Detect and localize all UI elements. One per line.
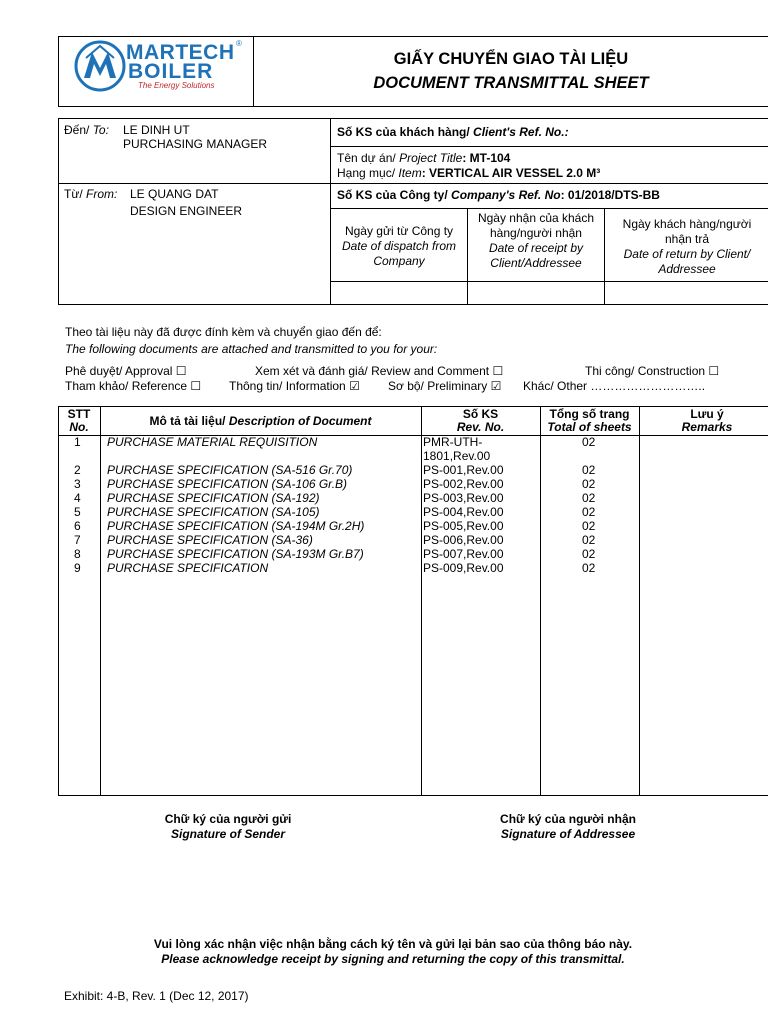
address-line-1 (330, 146, 768, 147)
from-name: LE QUANG DAT (130, 187, 219, 201)
acknowledge-vn: Vui lòng xác nhận việc nhận bằng cách ký tên và gửi lại bản sao của thông báo này. (153, 937, 633, 951)
project-title: Tên dự án/ Project Title: MT-104 (337, 151, 511, 165)
address-line-3 (330, 208, 768, 209)
exhibit-note: Exhibit: 4-B, Rev. 1 (Dec 12, 2017) (64, 989, 249, 1003)
purpose-information[interactable]: Thông tin/ Information ☑ (229, 379, 360, 393)
title-en: DOCUMENT TRANSMITTAL SHEET (373, 74, 649, 92)
purpose-reference[interactable]: Tham khảo/ Reference ☐ (65, 379, 202, 393)
intro-en: The following documents are attached and transmitted to you for your: (65, 342, 438, 356)
company-ref: Số KS của Công ty/ Company's Ref. No: 01/2018/DTS-BB (337, 188, 660, 202)
header-sheets: Tổng số trang Total of sheets (547, 407, 632, 434)
logo-tagline: The Energy Solutions (138, 81, 215, 90)
acknowledge-en: Please acknowledge receipt by signing and returning the copy of this transmittal. (161, 952, 625, 966)
addressee-signature: Chữ ký của người nhận Signature of Addressee (500, 812, 636, 841)
intro-vn: Theo tài liệu này đã được đính kèm và chuyển giao đến để: (65, 325, 382, 339)
project-item: Hạng mục/ Item: VERTICAL AIR VESSEL 2.0 M³ (337, 166, 601, 180)
purpose-preliminary[interactable]: Sơ bộ/ Preliminary ☑ (388, 379, 502, 393)
dispatch-date-label: Ngày gửi từ Công ty Date of dispatch from Company (341, 224, 457, 268)
purpose-approval[interactable]: Phê duyệt/ Approval ☐ (65, 364, 187, 378)
logo-emblem-icon (72, 40, 128, 92)
from-position: DESIGN ENGINEER (130, 204, 243, 218)
logo-line2: BOILER (128, 60, 214, 83)
receipt-date-input[interactable] (468, 282, 603, 304)
title-vn: GIẤY CHUYỂN GIAO TÀI LIỆU (393, 50, 629, 68)
address-line-2 (58, 183, 768, 184)
col-line-3 (540, 406, 541, 796)
return-date-input[interactable] (605, 282, 768, 304)
col-line-4 (639, 406, 640, 796)
sender-signature: Chữ ký của người gửi Signature of Sender (164, 812, 292, 841)
purpose-other[interactable]: Khác/ Other ……………………….. (523, 379, 706, 393)
company-logo (72, 40, 248, 92)
header-rev: Số KS Rev. No. (456, 407, 505, 434)
purpose-review[interactable]: Xem xét và đánh giá/ Review and Comment ☐ (255, 364, 504, 378)
header-stt: STT No. (67, 407, 91, 434)
to-position: PURCHASING MANAGER (123, 137, 268, 151)
col-line-1 (100, 406, 101, 796)
to-field: Đến/ To: (64, 123, 109, 137)
dispatch-date-input[interactable] (331, 282, 466, 304)
header-divider (253, 36, 254, 107)
col-line-2 (421, 406, 422, 796)
return-date-label: Ngày khách hàng/người nhận trả Date of return by Client/ Addressee (622, 217, 752, 276)
client-ref-label: Số KS của khách hàng/ Client's Ref. No.: (337, 125, 569, 139)
receipt-date-label: Ngày nhận của khách hàng/người nhận Date of receipt by Client/Addressee (477, 211, 595, 270)
logo-line1: MARTECH (126, 41, 235, 64)
header-remarks: Lưu ý Remarks (681, 407, 733, 434)
header-description: Mô tả tài liệu/ Description of Document (149, 414, 372, 428)
from-field: Từ/ From: (64, 187, 118, 201)
logo-reg: ® (236, 39, 242, 48)
to-name: LE DINH UT (123, 123, 190, 137)
purpose-construction[interactable]: Thi công/ Construction ☐ (585, 364, 720, 378)
